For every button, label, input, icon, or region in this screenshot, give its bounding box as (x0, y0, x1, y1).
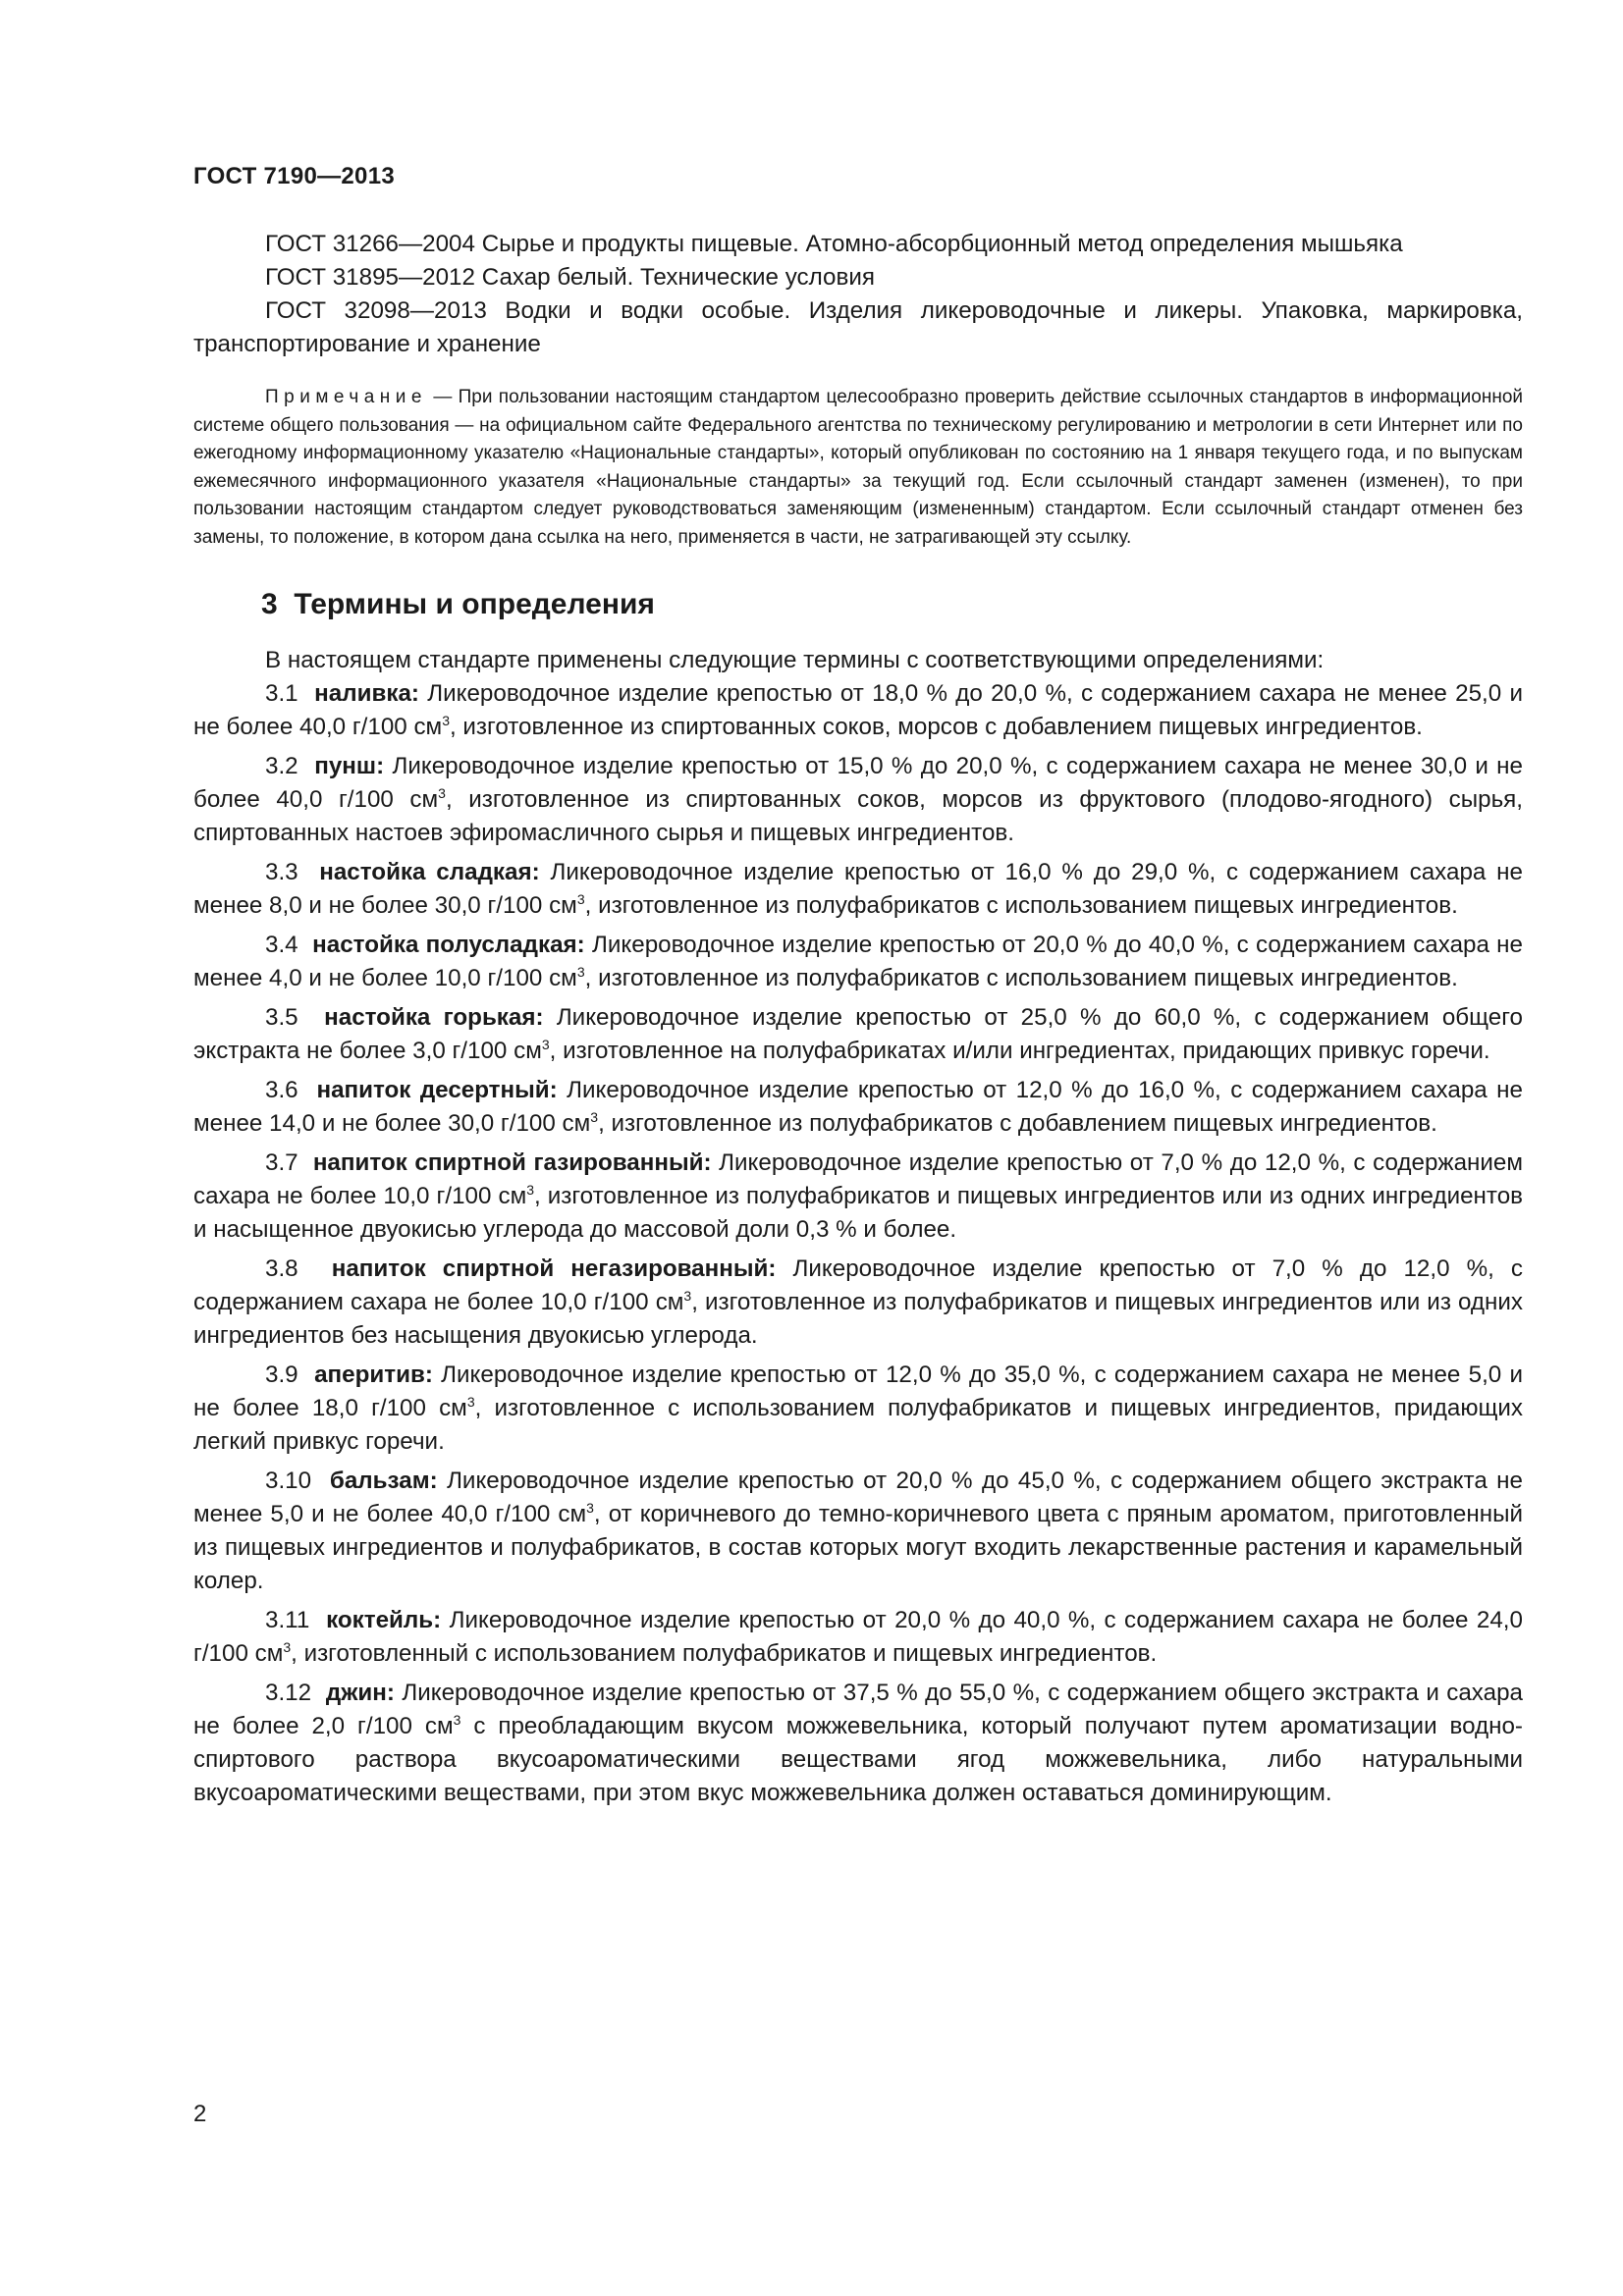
term-text: Ликероводочное изделие крепостью от 7,0 % до 12,0 %, с содержанием сахара не более 10,0 г/100 см (193, 1148, 1523, 1209)
reference-code: ГОСТ 32098—2013 (265, 297, 487, 324)
term-name: джин: (325, 1679, 395, 1706)
term-superscript: 3 (541, 1036, 550, 1052)
page-number: 2 (193, 2101, 207, 2127)
term-definition (193, 1465, 1523, 1598)
term-definition (193, 750, 1523, 850)
term-definition (193, 929, 1523, 995)
reference-text: Сахар белый. Технические условия (481, 264, 875, 291)
term-name: пунш: (314, 752, 385, 779)
section-title: Термины и определения (294, 587, 655, 620)
term-superscript: 3 (453, 1711, 461, 1728)
document-body (193, 228, 1523, 1816)
term-definition (193, 1359, 1523, 1459)
term-name: напиток спиртной негазированный: (331, 1255, 777, 1282)
term-text: Ликероводочное изделие крепостью от 20,0 % до 45,0 %, с содержанием общего экстракта не менее 5,0 и не более 40,0 г/100 см (193, 1467, 1523, 1527)
term-number: 3.1 (265, 679, 298, 707)
term-number: 3.4 (265, 931, 298, 958)
term-superscript: 3 (586, 1499, 594, 1516)
reference-text: Водки и водки особые. Изделия ликероводочные и ликеры. Упаковка, маркировка, транспортирование и хранение (193, 297, 1524, 357)
reference-text: Сырье и продукты пищевые. Атомно-абсорбционный метод определения мышьяка (481, 231, 1403, 257)
term-number: 3.2 (265, 752, 298, 779)
section-number: 3 (261, 587, 278, 620)
term-superscript: 3 (576, 890, 585, 907)
term-text: Ликероводочное изделие крепостью от 12,0 % до 16,0 %, с содержанием сахара не менее 14,0 и не более 30,0 г/100 см (193, 1076, 1523, 1137)
term-text-continued: , изготовленное на полуфабрикатах и/или ингредиентах, придающих привкус горечи. (549, 1037, 1490, 1064)
term-superscript: 3 (590, 1108, 599, 1125)
term-superscript: 3 (466, 1393, 475, 1410)
note-text: — При пользовании настоящим стандартом целесообразно проверить действие ссылочных стандартов в информационной системе общего пользования — на официальном сайте Федерального агентства по техническому регулированию и метрологии в сети Интернет или по ежегодному информационному указателю «Национальные стандарты», который опубликован по состоянию на 1 января текущего года, и по выпускам ежемесячного информационного указателя «Национальные стандарты» за текущий год. Если ссылочный стандарт заменен (изменен), то при пользовании настоящим стандартом следует руководствоваться заменяющим (измененным) стандартом. Если ссылочный стандарт отменен без замены, то положение, в котором дана ссылка на него, применяется в части, не затрагивающей эту ссылку. (193, 387, 1524, 548)
reference-code: ГОСТ 31266—2004 (265, 231, 475, 257)
term-name: настойка сладкая: (319, 858, 540, 885)
section-intro: В настоящем стандарте применены следующие термины с соответствующими определениями: (265, 646, 1325, 673)
term-text-continued: , изготовленный с использованием полуфабрикатов и пищевых ингредиентов. (291, 1639, 1158, 1667)
term-superscript: 3 (576, 963, 585, 980)
term-number: 3.10 (265, 1467, 312, 1494)
term-definition (193, 1677, 1523, 1810)
term-definition (193, 677, 1523, 744)
reference-code: ГОСТ 31895—2012 (265, 264, 475, 291)
reference-item (193, 228, 1523, 261)
term-definition (193, 1001, 1523, 1068)
term-text-continued: , изготовленное из полуфабрикатов и пищевых ингредиентов или из одних ингредиентов и насыщенное двуокисью углерода до массовой доли 0,3 % и более. (193, 1182, 1523, 1243)
term-name: напиток спиртной газированный: (312, 1148, 712, 1176)
term-text-continued: , изготовленное из полуфабрикатов с использованием пищевых ингредиентов. (584, 891, 1458, 919)
term-number: 3.6 (265, 1076, 298, 1103)
note-label: Примечание (265, 387, 427, 407)
term-text: Ликероводочное изделие крепостью от 16,0 % до 29,0 %, с содержанием сахара не менее 8,0 и не более 30,0 г/100 см (193, 858, 1523, 919)
term-text: Ликероводочное изделие крепостью от 25,0 % до 60,0 %, с содержанием общего экстракта не более 3,0 г/100 см (193, 1003, 1523, 1064)
term-definition (193, 1253, 1523, 1353)
term-number: 3.7 (265, 1148, 298, 1176)
term-number: 3.9 (265, 1361, 298, 1388)
term-text-continued: , от коричневого до темно-коричневого цвета с пряным ароматом, приготовленный из пищевых ингредиентов и полуфабрикатов, в состав которых могут входить лекарственные растения и карамельный колер. (193, 1500, 1523, 1594)
term-number: 3.3 (265, 858, 298, 885)
term-text-continued: , изготовленное из полуфабрикатов с использованием пищевых ингредиентов. (584, 964, 1458, 991)
term-text-continued: с преобладающим вкусом можжевельника, который получают путем ароматизации водно-спиртового раствора вкусоароматическими веществами ягод можжевельника, либо натуральными вкусоароматическими веществами, при этом вкус можжевельника должен оставаться доминирующим. (193, 1712, 1523, 1806)
reference-item (193, 261, 1523, 294)
section-heading (261, 585, 1523, 624)
term-text-continued: , изготовленное из спиртованных соков, морсов из фруктового (плодово-ягодного) сырья, спиртованных настоев эфиромасличного сырья и пищевых ингредиентов. (193, 785, 1523, 846)
terms-list (193, 644, 1523, 1810)
term-text-continued: , изготовленное из спиртованных соков, морсов с добавлением пищевых ингредиентов. (449, 713, 1423, 740)
term-number: 3.5 (265, 1003, 298, 1031)
term-text: Ликероводочное изделие крепостью от 7,0 % до 12,0 %, с содержанием сахара не более 10,0 г/100 см (193, 1255, 1523, 1315)
term-text: Ликероводочное изделие крепостью от 12,0 % до 35,0 %, с содержанием сахара не менее 5,0 и не более 18,0 г/100 см (193, 1361, 1523, 1421)
term-superscript: 3 (283, 1638, 292, 1655)
term-number: 3.8 (265, 1255, 298, 1282)
term-text: Ликероводочное изделие крепостью от 20,0 % до 40,0 %, с содержанием сахара не более 24,0 г/100 см (193, 1606, 1523, 1667)
term-text: Ликероводочное изделие крепостью от 15,0 % до 20,0 %, с содержанием сахара не менее 30,0 и не более 40,0 г/100 см (193, 752, 1523, 813)
term-definition (193, 1604, 1523, 1671)
note-paragraph (193, 384, 1523, 553)
document-header: ГОСТ 7190—2013 (193, 163, 396, 189)
term-text-continued: , изготовленное с использованием полуфабрикатов и пищевых ингредиентов, придающих легкий привкус горечи. (193, 1394, 1523, 1455)
term-name: аперитив: (314, 1361, 433, 1388)
term-name: наливка: (314, 679, 419, 707)
term-number: 3.12 (265, 1679, 312, 1706)
term-text: Ликероводочное изделие крепостью от 20,0 % до 40,0 %, с содержанием сахара не менее 4,0 и не более 10,0 г/100 см (193, 931, 1523, 991)
term-superscript: 3 (442, 712, 450, 728)
term-number: 3.11 (265, 1606, 310, 1633)
term-name: настойка горькая: (324, 1003, 544, 1031)
term-name: напиток десертный: (316, 1076, 558, 1103)
term-superscript: 3 (526, 1181, 535, 1198)
reference-item (193, 294, 1523, 361)
term-definition (193, 856, 1523, 923)
term-name: настойка полусладкая: (312, 931, 585, 958)
term-text: Ликероводочное изделие крепостью от 37,5 % до 55,0 %, с содержанием общего экстракта и сахара не более 2,0 г/100 см (193, 1679, 1523, 1739)
term-name: коктейль: (326, 1606, 442, 1633)
term-superscript: 3 (683, 1287, 692, 1304)
references-list (193, 228, 1523, 361)
term-text-continued: , изготовленное из полуфабрикатов с добавлением пищевых ингредиентов. (598, 1109, 1437, 1137)
term-text-continued: , изготовленное из полуфабрикатов и пищевых ингредиентов или из одних ингредиентов без насыщения двуокисью углерода. (193, 1288, 1523, 1349)
term-definition (193, 1147, 1523, 1247)
term-name: бальзам: (329, 1467, 438, 1494)
term-definition (193, 1074, 1523, 1141)
term-superscript: 3 (438, 784, 446, 801)
term-text: Ликероводочное изделие крепостью от 18,0 % до 20,0 %, с содержанием сахара не менее 25,0 и не более 40,0 г/100 см (193, 679, 1523, 740)
